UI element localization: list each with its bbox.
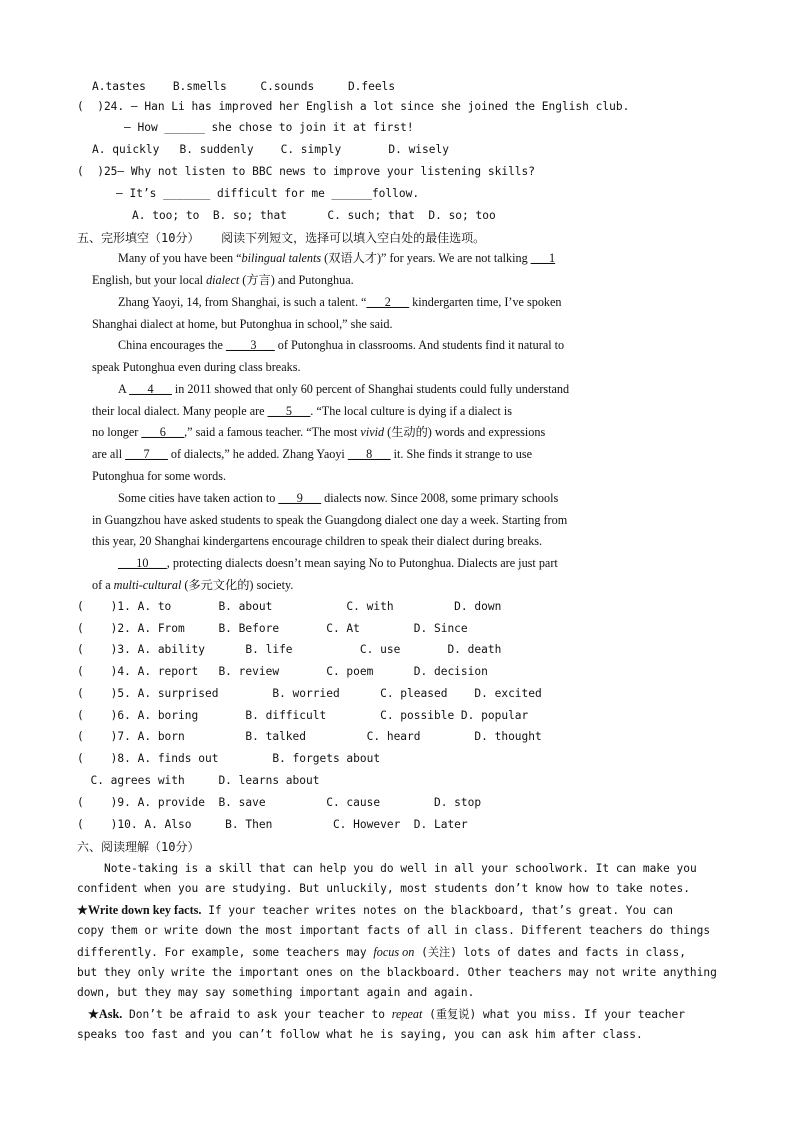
cloze-question: ( )2. A. From B. Before C. At D. Since [77, 622, 468, 635]
cloze-question: ( )7. A. born B. talked C. heard D. thought [77, 730, 542, 743]
passage-line: this year, 20 Shanghai kindergartens encourage children to speak their dialect during breaks. [92, 534, 543, 548]
passage-line: Some cities have taken action to ___9___ dialects now. Since 2008, some primary schools [118, 491, 559, 505]
blank-2: ___2___ [366, 295, 410, 309]
reading-line: speaks too fast and you can’t follow what he is saying, you can ask him after class. [77, 1028, 643, 1041]
q25-options: A. too; to B. so; that C. such; that D. so; too [132, 209, 496, 222]
blank-4: ___4___ [129, 382, 172, 396]
reading-line: copy them or write down the most important facts of all in class. Different teachers do things [77, 924, 711, 937]
blank-5: ___5___ [267, 404, 311, 418]
reading-line: ★Ask. Don’t be afraid to ask your teacher to repeat (重复说) what you miss. If your teacher [88, 1007, 685, 1021]
cloze-question: ( )8. A. finds out B. forgets about [77, 752, 381, 765]
cloze-question: ( )10. A. Also B. Then C. However D. Later [77, 818, 468, 831]
cloze-question: ( )3. A. ability B. life C. use D. death [77, 643, 502, 656]
passage-line: Many of you have been “bilingual talents (双语人才)” for years. We are not talking ___1 [118, 251, 556, 265]
passage-line: English, but your local dialect (方言) and Putonghua. [92, 273, 354, 287]
passage-line: speak Putonghua even during class breaks. [92, 360, 301, 374]
passage-line: Shanghai dialect at home, but Putonghua in school,” she said. [92, 317, 393, 331]
blank-10: ___10___ [118, 556, 167, 570]
blank-8: ___8___ [347, 447, 391, 461]
passage-line: Zhang Yaoyi, 14, from Shanghai, is such a talent. “___2___ kindergarten time, I’ve spoken [118, 295, 562, 309]
passage-line: are all ___7___ of dialects,” he added. Zhang Yaoyi ___8___ it. She finds it strange to use [92, 447, 533, 461]
blank-6: ___6___ [141, 425, 185, 439]
cloze-question: ( )1. A. to B. about C. with D. down [77, 600, 502, 613]
reading-line: ★Write down key facts. If your teacher writes notes on the blackboard, that’s great. You can [77, 903, 673, 917]
blank-1: ___1 [530, 251, 556, 265]
q24-line2: — How ______ she chose to join it at first! [124, 121, 414, 134]
q24-stem: ( )24. — Han Li has improved her English a lot since she joined the English club. [77, 100, 630, 113]
passage-line: Putonghua for some words. [92, 469, 227, 483]
cloze-question: ( )5. A. surprised B. worried C. pleased D. excited [77, 687, 542, 700]
passage-line: of a multi-cultural (多元文化的) society. [92, 578, 294, 592]
cloze-question: C. agrees with D. learns about [77, 774, 320, 787]
passage-line: their local dialect. Many people are ___5___. “The local culture is dying if a dialect is [92, 404, 512, 418]
cloze-question: ( )6. A. boring B. difficult C. possible D. popular [77, 709, 529, 722]
blank-9: ___9___ [278, 491, 322, 505]
passage-line: ___10___, protecting dialects doesn’t mean saying No to Putonghua. Dialects are just part [118, 556, 558, 570]
reading-line: differently. For example, some teachers may focus on (关注) lots of dates and facts in class, [77, 945, 686, 959]
tip-title: ★Ask. [88, 1007, 123, 1021]
q25-stem: ( )25— Why not listen to BBC news to improve your listening skills? [77, 165, 536, 178]
cloze-question: ( )4. A. report B. review C. poem D. decision [77, 665, 488, 678]
reading-line: Note-taking is a skill that can help you do well in all your schoolwork. It can make you [104, 862, 697, 875]
reading-line: down, but they may say something important again and again. [77, 986, 475, 999]
q25-line2: — It’s _______ difficult for me ______follow. [116, 187, 420, 200]
passage-line: in Guangzhou have asked students to speak the Guangdong dialect one day a week. Starting from [92, 513, 568, 527]
passage-line: no longer ___6___,” said a famous teacher. “The most vivid (生动的) words and expressions [92, 425, 546, 439]
cloze-question: ( )9. A. provide B. save C. cause D. stop [77, 796, 482, 809]
tip-title: ★Write down key facts. [77, 903, 202, 917]
reading-line: confident when you are studying. But unluckily, most students don’t know how to take notes. [77, 882, 690, 895]
section5-heading: 五、完形填空（10分） 阅读下列短文，选择可以填入空白处的最佳选项。 [77, 231, 486, 245]
q23-options: A.tastes B.smells C.sounds D.feels [92, 80, 396, 93]
section6-heading: 六、阅读理解（10分） [77, 840, 200, 854]
blank-7: ___7___ [125, 447, 168, 461]
q24-options: A. quickly B. suddenly C. simply D. wisely [92, 143, 449, 156]
passage-line: China encourages the ____3___ of Putonghua in classrooms. And students find it natural to [118, 338, 565, 352]
reading-line: but they only write the important ones on the blackboard. Other teachers may not write anything [77, 966, 717, 979]
blank-3: ____3___ [225, 338, 275, 352]
passage-line: A ___4___ in 2011 showed that only 60 percent of Shanghai students could fully understand [118, 382, 570, 396]
